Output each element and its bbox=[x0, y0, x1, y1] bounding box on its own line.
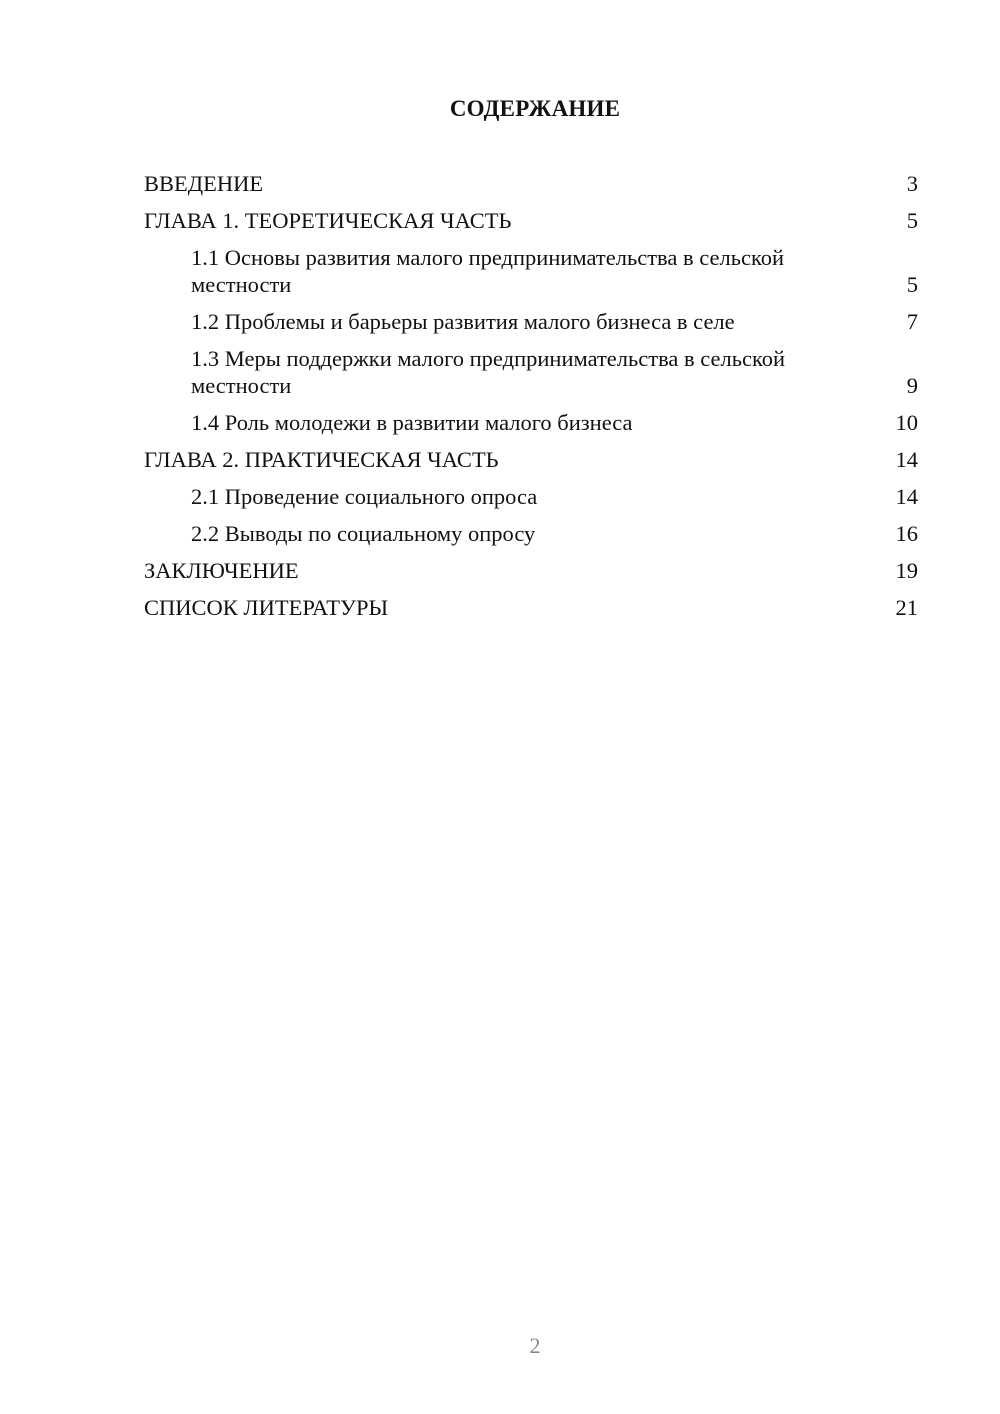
toc-entry-title: 1.2 Проблемы и барьеры развития малого бизнеса в селе bbox=[191, 309, 735, 334]
toc-entry-title: 1.1 Основы развития малого предпринимательства в сельской местности bbox=[191, 245, 785, 297]
toc-entry-section-2-1 bbox=[144, 483, 918, 510]
toc-entry-page: 5 bbox=[906, 272, 918, 297]
toc-entry-section-2-2 bbox=[144, 520, 918, 547]
toc-entry-section-1-2 bbox=[144, 308, 918, 335]
toc-entry-chapter-1 bbox=[144, 207, 918, 234]
toc-entry-title: ВВЕДЕНИЕ bbox=[144, 171, 264, 196]
toc-entry-chapter-2 bbox=[144, 446, 918, 473]
toc-entry-page: 19 bbox=[895, 558, 918, 583]
toc-entry-title: СПИСОК ЛИТЕРАТУРЫ bbox=[144, 595, 389, 620]
toc-entry-title: 2.2 Выводы по социальному опросу bbox=[191, 521, 536, 546]
toc-entry-section-1-3 bbox=[144, 345, 918, 399]
toc-entry-section-1-1 bbox=[144, 244, 918, 298]
toc-entry-section-1-4 bbox=[144, 409, 918, 436]
toc-entry-page: 16 bbox=[895, 521, 918, 546]
toc-entry-page: 5 bbox=[906, 208, 918, 233]
toc-entry-title: 1.3 Меры поддержки малого предпринимательства в сельской местности bbox=[191, 346, 786, 398]
toc-entry-page: 9 bbox=[906, 373, 918, 398]
toc-heading: СОДЕРЖАНИЕ bbox=[449, 96, 621, 121]
toc-entry-title: 1.4 Роль молодежи в развитии малого бизнеса bbox=[191, 410, 633, 435]
toc-entry-title: ЗАКЛЮЧЕНИЕ bbox=[144, 558, 299, 583]
toc-entry-page: 10 bbox=[895, 410, 918, 435]
toc-entry-introduction bbox=[144, 170, 918, 197]
toc-entry-title: ГЛАВА 1. ТЕОРЕТИЧЕСКАЯ ЧАСТЬ bbox=[144, 208, 512, 233]
toc-entry-page: 14 bbox=[895, 484, 918, 509]
toc-entry-conclusion bbox=[144, 557, 918, 584]
toc-entry-page: 3 bbox=[906, 171, 918, 196]
toc-entry-page: 14 bbox=[895, 447, 918, 472]
toc-entry-page: 21 bbox=[895, 595, 918, 620]
toc-entry-title: 2.1 Проведение социального опроса bbox=[191, 484, 538, 509]
toc-entry-page: 7 bbox=[906, 309, 918, 334]
page-number: 2 bbox=[529, 1333, 541, 1358]
table-of-contents bbox=[144, 170, 918, 621]
toc-entry-bibliography bbox=[144, 594, 918, 621]
toc-entry-title: ГЛАВА 2. ПРАКТИЧЕСКАЯ ЧАСТЬ bbox=[144, 447, 499, 472]
